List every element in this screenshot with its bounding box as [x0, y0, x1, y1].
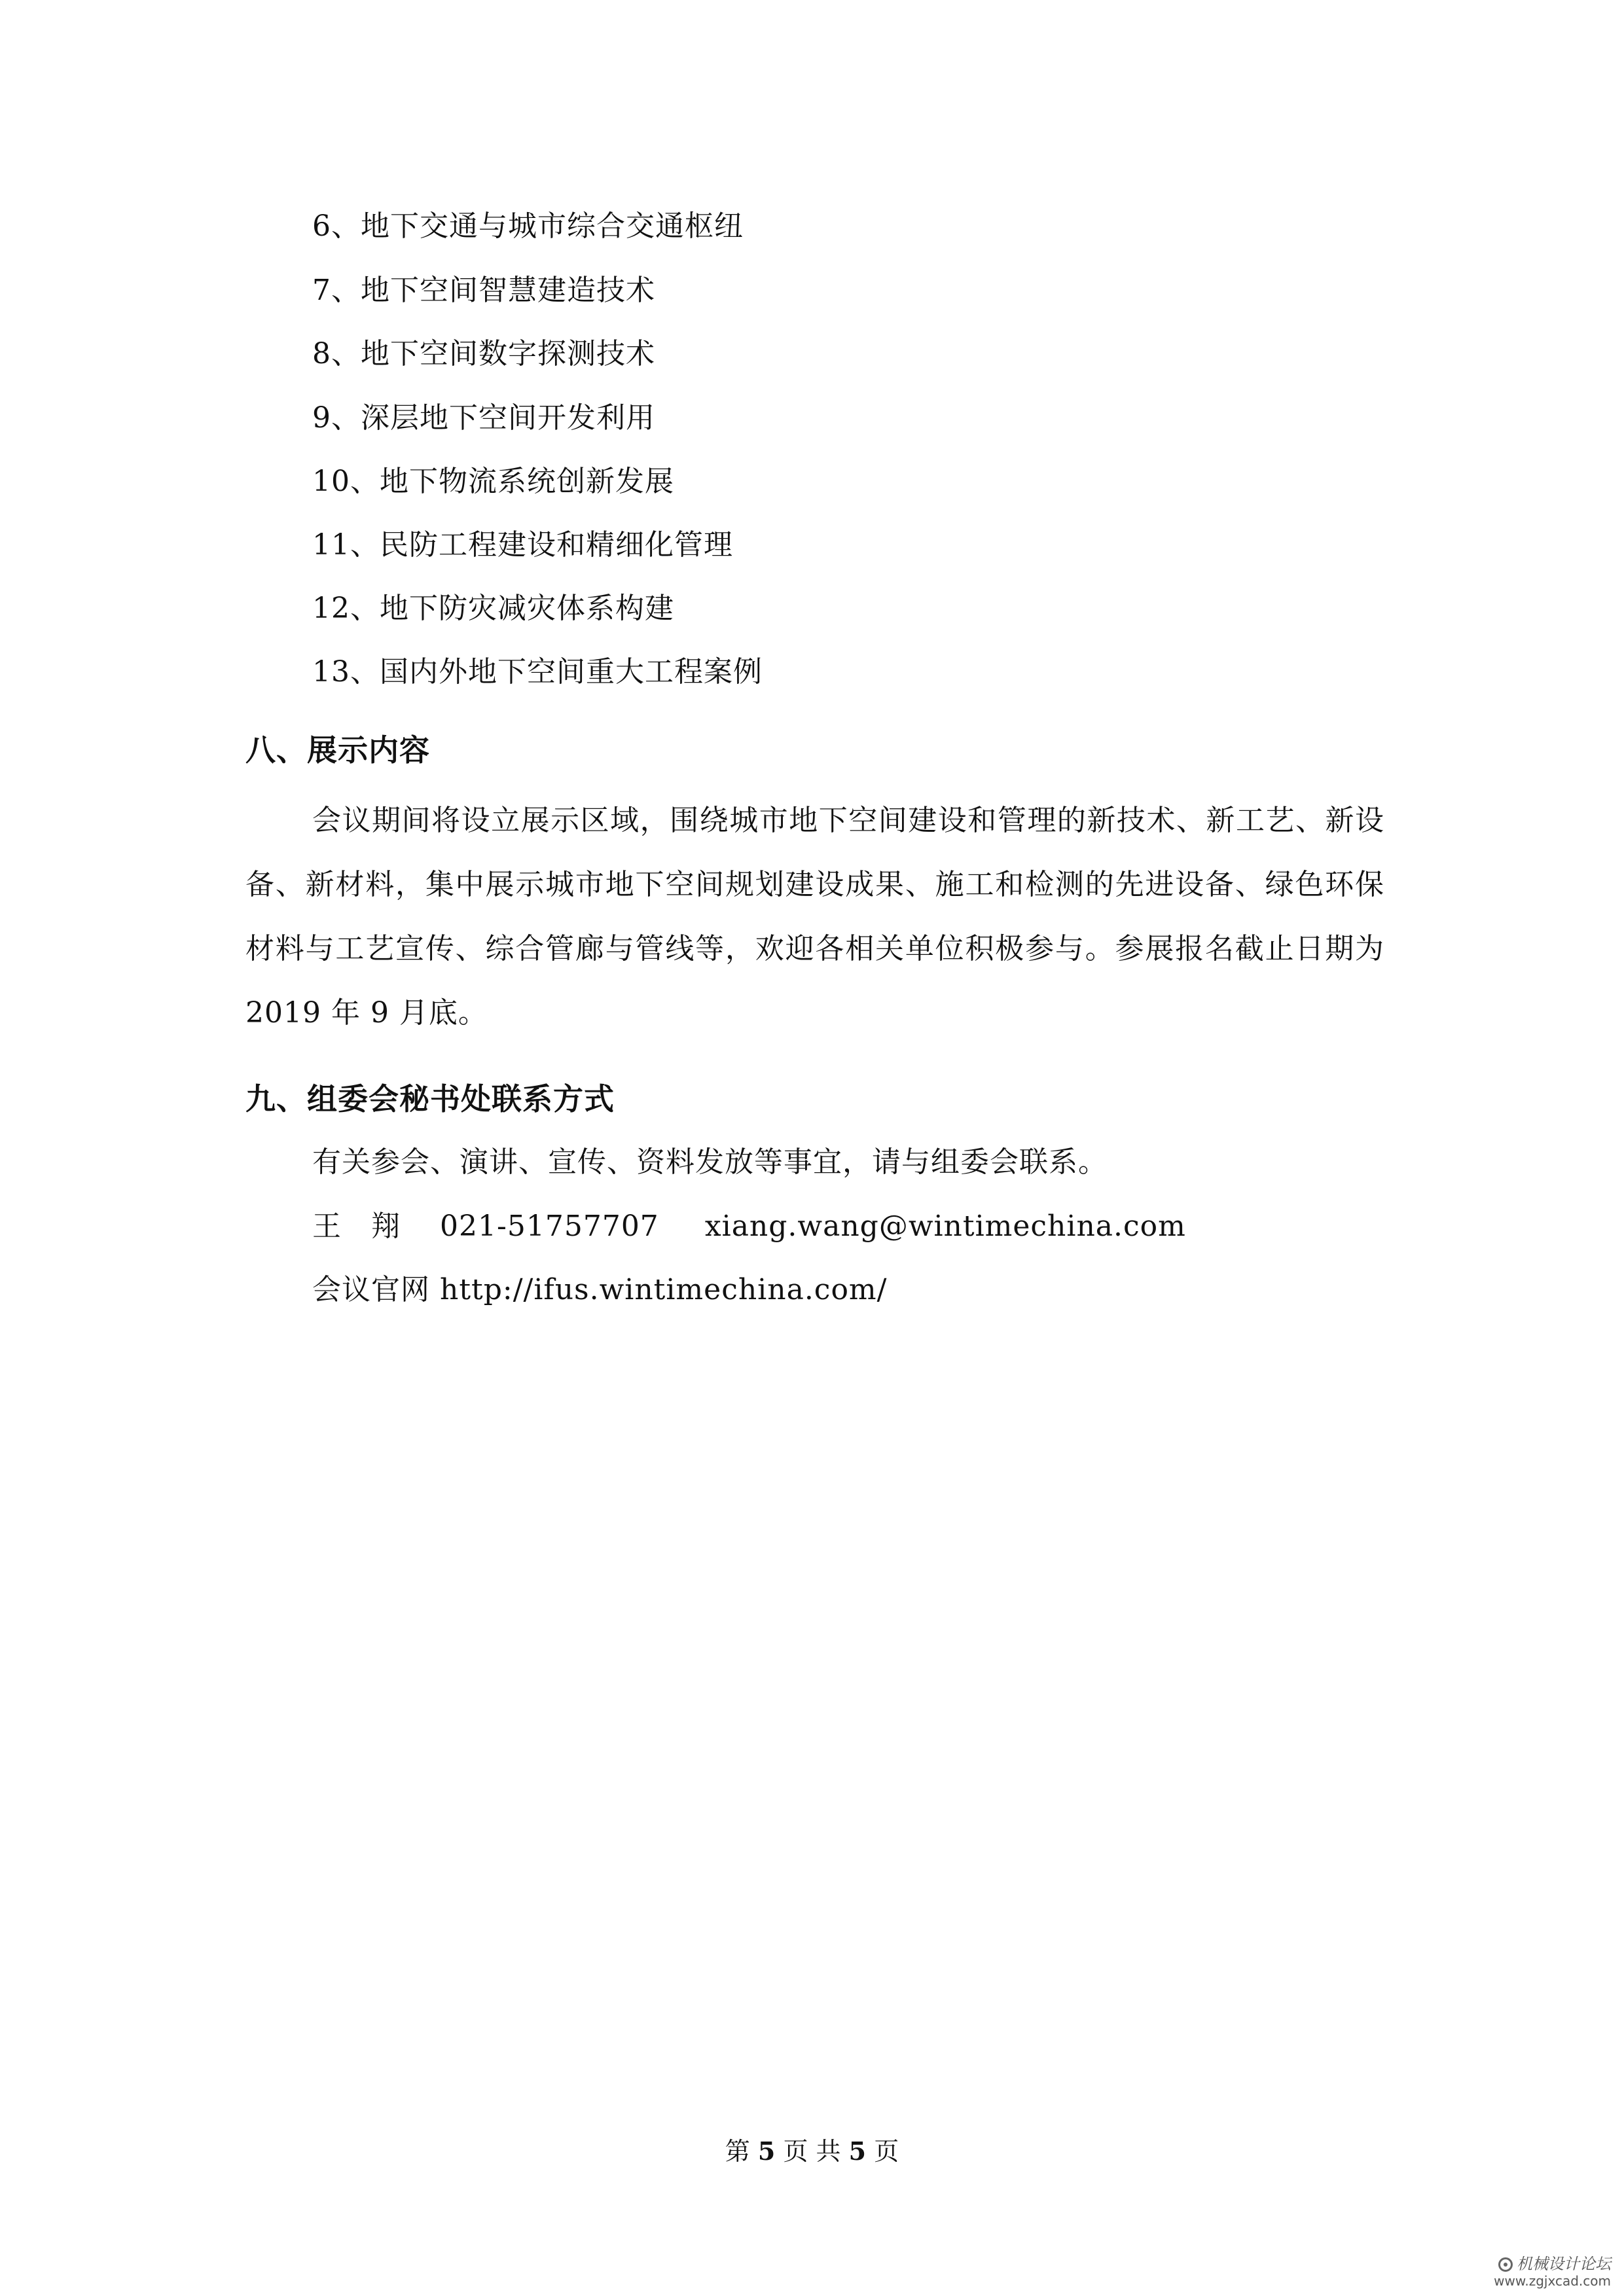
contact-phone: 021-51757707 — [440, 1210, 659, 1243]
footer-total-pages: 5 — [848, 2136, 867, 2166]
contact-name: 王 翔 — [312, 1210, 401, 1243]
website-row — [312, 1270, 887, 1310]
watermark-name: 机械设计论坛 — [1517, 2255, 1611, 2273]
section-8-paragraph: 会议期间将设立展示区域，围绕城市地下空间建设和管理的新技术、新工艺、新设备、新材料，集中展示城市地下空间规划建设成果、施工和检测的先进设备、绿色环保材料与工艺宣传、综合管廊与管线等，欢迎各相关单位积极参与。参展报名截止日期为 2019 年 9 月底。 — [245, 804, 1384, 1030]
topic-item-10: 10、地下物流系统创新发展 — [312, 465, 674, 498]
section-9-heading: 九、组委会秘书处联系方式 — [245, 1081, 615, 1117]
contact-intro: 有关参会、演讲、宣传、资料发放等事宜，请与组委会联系。 — [312, 1145, 1108, 1179]
contact-email-link[interactable]: xiang.wang@wintimechina.com — [704, 1210, 1186, 1243]
contact-row — [312, 1207, 1186, 1246]
topic-item-7: 7、地下空间智慧建造技术 — [312, 274, 655, 307]
watermark-url: www.zgjxcad.com — [1494, 2273, 1611, 2289]
website-label: 会议官网 — [312, 1273, 430, 1306]
watermark — [1494, 2255, 1611, 2289]
footer-current-page: 5 — [757, 2136, 776, 2166]
topic-item-11: 11、民防工程建设和精细化管理 — [312, 528, 733, 562]
forum-logo-icon — [1498, 2257, 1513, 2272]
topic-item-12: 12、地下防灾减灾体系构建 — [312, 592, 674, 625]
page-footer — [0, 2135, 1624, 2168]
topic-item-9: 9、深层地下空间开发利用 — [312, 401, 655, 435]
topic-item-13: 13、国内外地下空间重大工程案例 — [312, 655, 763, 689]
website-link[interactable]: http://ifus.wintimechina.com/ — [440, 1273, 888, 1306]
topic-item-6: 6、地下交通与城市综合交通枢纽 — [312, 209, 744, 243]
section-8-heading: 八、展示内容 — [245, 732, 430, 768]
topic-item-8: 8、地下空间数字探测技术 — [312, 337, 655, 370]
footer-middle: 页 共 — [783, 2137, 841, 2166]
footer-suffix: 页 — [874, 2137, 899, 2166]
footer-prefix: 第 — [725, 2137, 750, 2166]
